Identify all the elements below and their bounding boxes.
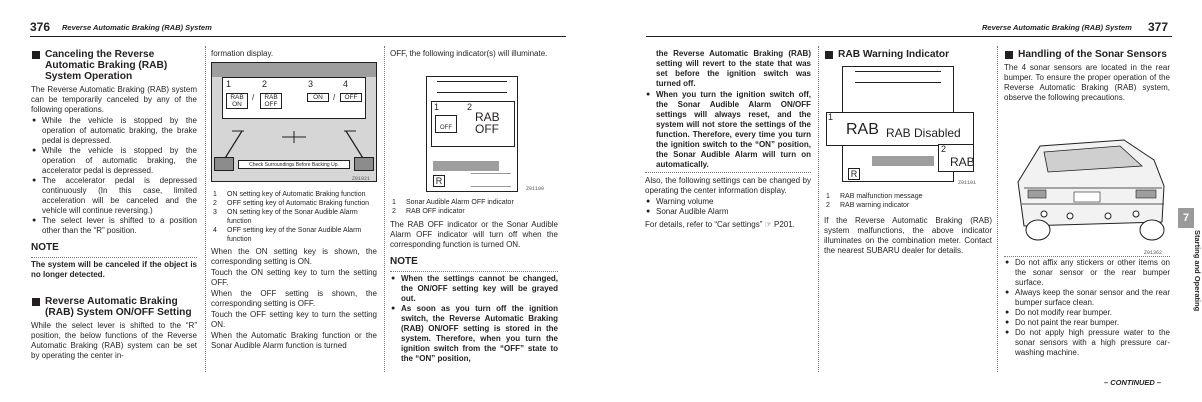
list-item: ● While the vehicle is stopped by the operation of automatic braking, the brake pedal is depressed. (31, 116, 197, 146)
callout-number: 1 (434, 102, 440, 112)
paragraph: When the OFF setting is shown, the corresponding setting is OFF. (211, 289, 377, 308)
settings-list (645, 197, 811, 217)
list-item: ● Warning volume (645, 197, 811, 207)
paragraph: While the select lever is shifted to the “R” position, the below functions of the Reverse Automatic Braking (RAB) system can be set by operating the center in- (31, 321, 197, 360)
note-continuation: the Reverse Automatic Braking (RAB) setting will revert to the state that was set before the ignition switch was turned off. (656, 49, 811, 88)
section-heading-onoff: Reverse Automatic Braking (RAB) System ON/OFF Setting (31, 296, 197, 318)
slash-separator: / (333, 93, 336, 102)
section-heading-canceling: Canceling the Reverse Automatic Braking (RAB) System Operation (31, 49, 197, 82)
rab-on-key[interactable]: RAB ON (226, 93, 248, 109)
page-number-right: 377 (1148, 20, 1169, 34)
rab-disabled-message: RAB Disabled (886, 126, 961, 140)
list-item: ● Do not apply high pressure water to the sonar sensors with a high pressure car-washing machine. (1004, 328, 1170, 358)
note-title: NOTE (390, 256, 418, 267)
meter-grey-bar (872, 156, 934, 166)
list-item: ● Always keep the sonar sensor and the rear bumper surface clean. (1004, 288, 1170, 308)
figure-rule (1004, 256, 1170, 257)
list-item: ● Do not paint the rear bumper. (1004, 318, 1170, 328)
right-column-3-lower (1004, 258, 1170, 358)
note-title: NOTE (31, 242, 59, 253)
list-text: Sonar Audible Alarm OFF indicator (406, 199, 514, 206)
figure-code: Z01362 (1144, 250, 1163, 256)
left-column-3 (390, 49, 558, 60)
paragraph: Touch the ON setting key to turn the setting OFF. (211, 268, 377, 287)
continued-label: – CONTINUED – (1104, 378, 1162, 387)
slash-separator: / (252, 93, 255, 102)
left-column-2 (211, 49, 377, 60)
list-item: ● The select lever is shifted to a position other than the “R” position. (31, 216, 197, 236)
list-item: ● Do not affix any stickers or other items on the sonar sensor or the rear bumper surface. (1004, 258, 1170, 288)
figure-code: Z01100 (526, 186, 545, 192)
page-reference: For details, refer to “Car settings” ☞ P201. (645, 220, 795, 229)
list-item (211, 199, 377, 208)
list-number: 4 (213, 227, 217, 234)
note-rule (390, 271, 558, 272)
paragraph: The RAB OFF indicator or the Sonar Audible Alarm OFF indicator will turn off when the corresponding function is turned ON. (390, 220, 558, 249)
rab-button-highlight[interactable] (214, 157, 234, 171)
car-rear-illustration-icon (1004, 126, 1170, 254)
paragraph: Touch the OFF setting key to turn the setting ON. (211, 310, 377, 329)
figure-top-band (212, 63, 376, 77)
note-list (645, 90, 811, 170)
gear-indicator: R (433, 175, 445, 187)
list-item: ● The accelerator pedal is depressed continuously (In this case, limited acceleration will be canceled and the vehicle will continue reversing.) (31, 176, 197, 216)
paragraph: Also, the following settings can be changed by operating the center information display. (645, 176, 811, 195)
rab-off-indicator: RAB OFF (475, 110, 500, 136)
meter-grey-bar (433, 161, 499, 171)
list-item (211, 208, 377, 226)
sonar-off-key[interactable]: OFF (340, 93, 362, 102)
sonar-off-indicator: OFF (435, 115, 457, 133)
rab-off-key[interactable]: RAB OFF (260, 93, 282, 109)
header-rule-left (30, 36, 566, 37)
settings-keys-list (211, 190, 377, 244)
paragraph: If the Reverse Automatic Braking (RAB) system malfunctions, the above indicator illuminates on the combination meter. Contact the nearest SUBARU dealer for details. (824, 216, 992, 255)
list-number: 1 (213, 191, 217, 198)
right-column-1 (645, 49, 811, 231)
list-item: ● Do not modify rear bumper. (1004, 308, 1170, 318)
rab-large-label: RAB (846, 121, 879, 138)
rab-warning-indicator: RAB (950, 155, 975, 169)
page-number-left: 376 (30, 20, 51, 34)
paragraph: When the Automatic Braking function or the Sonar Audible Alarm function is turned (211, 331, 377, 350)
list-item (824, 192, 992, 201)
callout-number: 2 (262, 79, 268, 89)
list-item (211, 190, 377, 199)
list-text: RAB warning indicator (840, 202, 910, 209)
note-text: The system will be canceled if the object is no longer detected. (31, 260, 197, 279)
figure-code: Z01101 (958, 180, 977, 186)
list-item: ● While the vehicle is stopped by the operation of automatic braking, the accelerator pedal is depressed. (31, 146, 197, 176)
column-divider (384, 46, 385, 372)
paragraph: The Reverse Automatic Braking (RAB) system can be temporarily canceled by any of the following operations. (31, 85, 197, 114)
section-heading-sonar: Handling of the Sonar Sensors (1004, 49, 1170, 60)
indicator-list (390, 198, 558, 216)
paragraph: The 4 sonar sensors are located in the rear bumper. To ensure the proper operation of the Reverse Automatic Braking (RAB) system, observe the following precautions. (1004, 63, 1170, 102)
list-text: RAB malfunction message (840, 193, 923, 200)
list-item (211, 226, 377, 244)
header-rule-right (646, 36, 1172, 37)
meter-indicator-figure (426, 76, 518, 192)
settings-screen-figure (211, 62, 377, 182)
left-column-2-lower (211, 190, 377, 352)
chapter-side-label: Starting and Operating (1193, 230, 1202, 312)
right-column-2-lower (824, 192, 992, 257)
note-end-rule (645, 172, 811, 173)
list-item (390, 198, 558, 207)
guide-lines-icon (212, 119, 376, 181)
gear-indicator: R (848, 168, 860, 180)
list-number: 1 (826, 193, 830, 200)
callout-number: 2 (941, 144, 947, 154)
list-text: RAB OFF indicator (406, 208, 465, 215)
left-column-3-lower (390, 198, 558, 364)
figure-code: Z01021 (352, 176, 371, 182)
running-head-left: Reverse Automatic Braking (RAB) System (62, 23, 212, 32)
list-number: 2 (392, 208, 396, 215)
meter-scale (855, 71, 941, 83)
callout-number: 1 (828, 112, 834, 122)
list-number: 1 (392, 199, 396, 206)
rear-bumper-figure (1004, 126, 1170, 254)
list-number: 2 (826, 202, 830, 209)
paragraph: When the ON setting key is shown, the corresponding setting is ON. (211, 247, 377, 266)
paragraph: formation display. (211, 49, 274, 58)
note-list (390, 274, 558, 364)
list-number: 2 (213, 200, 217, 207)
cancel-conditions-list (31, 116, 197, 236)
sonar-button-highlight[interactable] (354, 157, 374, 171)
paragraph: OFF, the following indicator(s) will illuminate. (390, 49, 548, 58)
odometer-area (471, 173, 511, 187)
meter-scale (437, 81, 507, 93)
list-item: ● As soon as you turn off the ignition switch, the Reverse Automatic Braking (RAB) ON/OFF setting is stored in the system. Therefore, when you turn the ignition switch from the “OFF” state to the “ON” position, (390, 304, 558, 364)
warning-list (824, 192, 992, 210)
column-divider (205, 46, 206, 372)
callout-number: 1 (226, 79, 232, 89)
right-column-3 (1004, 49, 1170, 104)
list-text: OFF setting key of Automatic Braking function (227, 200, 370, 207)
running-head-right: Reverse Automatic Braking (RAB) System (982, 23, 1132, 32)
list-item: ● When the settings cannot be changed, the ON/OFF setting key will be grayed out. (390, 274, 558, 304)
callout-number: 2 (467, 102, 473, 112)
sonar-precautions-list (1004, 258, 1170, 358)
list-number: 3 (213, 209, 217, 216)
column-divider (818, 46, 819, 372)
note-rule (31, 257, 197, 258)
right-column-2 (824, 49, 992, 60)
list-item: ● When you turn the ignition switch off, the Sonar Audible Alarm ON/OFF settings will always reset, and the system will not store the settings of the function. Therefore, every time you turn the ignition switch to the “ON” position, the Sonar Audible Alarm will turn on automatically. (645, 90, 811, 170)
sonar-on-key[interactable]: ON (307, 93, 329, 102)
list-item: ● Sonar Audible Alarm (645, 207, 811, 217)
left-column-1 (31, 49, 197, 362)
list-text: ON setting key of the Sonar Audible Alarm function (227, 209, 358, 225)
callout-number: 3 (308, 79, 314, 89)
column-divider (997, 46, 998, 372)
section-heading-rab-warning: RAB Warning Indicator (824, 49, 992, 60)
list-item (390, 207, 558, 216)
callout-number: 4 (343, 79, 349, 89)
chapter-tab: 7 (1178, 208, 1194, 228)
list-text: ON setting key of Automatic Braking function (227, 191, 366, 198)
check-surroundings-banner: Check Surroundings Before Backing Up. (238, 160, 350, 169)
list-item (824, 201, 992, 210)
list-text: OFF setting key of the Sonar Audible Alarm function (227, 227, 362, 243)
